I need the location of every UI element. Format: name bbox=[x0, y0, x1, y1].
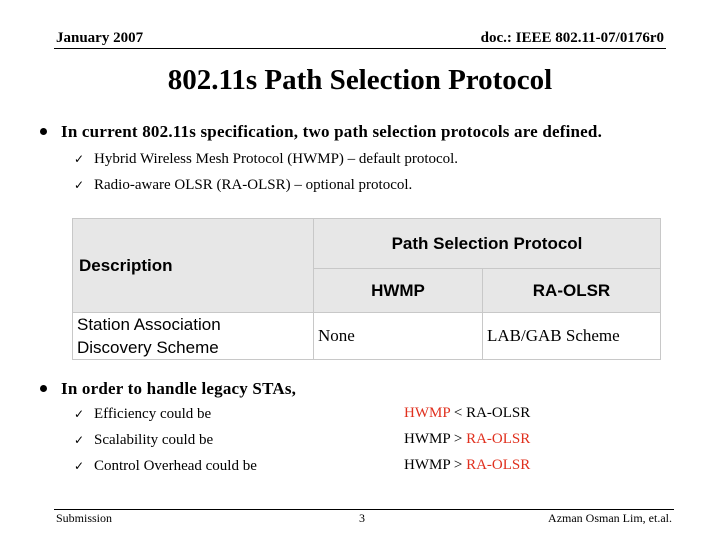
footer-right: Azman Osman Lim, et.al. bbox=[548, 511, 672, 525]
sub-item-hwmp bbox=[74, 151, 458, 168]
bullet-2-text: In order to handle legacy STAs, bbox=[61, 379, 297, 398]
path-selection-table bbox=[72, 218, 661, 360]
sub-item-text: Efficiency could be bbox=[94, 406, 212, 422]
bullet-2 bbox=[40, 379, 296, 399]
row-label-line1: Station Association bbox=[77, 315, 221, 334]
comparison-op: > bbox=[450, 457, 467, 473]
comparison-right: RA-OLSR bbox=[466, 431, 531, 447]
check-icon: ✓ bbox=[74, 178, 85, 192]
comparison-op: < bbox=[450, 405, 467, 421]
sub-item-text: Radio-aware OLSR (RA-OLSR) – optional protocol. bbox=[94, 177, 413, 193]
table-description-header: Description bbox=[73, 219, 314, 313]
sub-item-efficiency bbox=[74, 406, 211, 423]
comparison-scalability bbox=[404, 431, 530, 448]
header-divider bbox=[54, 48, 666, 49]
footer-divider bbox=[54, 509, 674, 510]
bullet-1-text: In current 802.11s specification, two path selection protocols are defined. bbox=[61, 122, 603, 141]
bullet-dot bbox=[40, 385, 47, 392]
comparison-right: RA-OLSR bbox=[466, 457, 531, 473]
header-date: January 2007 bbox=[56, 30, 144, 46]
table-group-header: Path Selection Protocol bbox=[314, 219, 661, 269]
check-icon: ✓ bbox=[74, 407, 85, 421]
table-cell-hwmp: None bbox=[314, 313, 483, 360]
sub-item-control-overhead bbox=[74, 458, 257, 475]
comparison-left: HWMP bbox=[404, 405, 451, 421]
sub-item-scalability bbox=[74, 432, 213, 449]
table-row-label bbox=[73, 313, 314, 360]
row-label-line2: Discovery Scheme bbox=[77, 338, 219, 357]
page-number: 3 bbox=[359, 511, 365, 525]
bullet-dot bbox=[40, 128, 47, 135]
footer-left: Submission bbox=[56, 511, 113, 525]
comparison-left: HWMP bbox=[404, 431, 451, 447]
comparison-left: HWMP bbox=[404, 457, 451, 473]
sub-item-text: Control Overhead could be bbox=[94, 458, 257, 474]
comparison-control-overhead bbox=[404, 457, 530, 474]
slide-title: 802.11s Path Selection Protocol bbox=[167, 64, 553, 96]
comparison-op: > bbox=[450, 431, 467, 447]
sub-item-ra-olsr bbox=[74, 177, 412, 194]
table-col-ra-olsr: RA-OLSR bbox=[483, 269, 661, 313]
bullet-1 bbox=[40, 122, 602, 142]
comparison-efficiency bbox=[404, 405, 530, 422]
header-doc-id: doc.: IEEE 802.11-07/0176r0 bbox=[480, 30, 664, 46]
table-col-hwmp: HWMP bbox=[314, 269, 483, 313]
table-cell-ra-olsr: LAB/GAB Scheme bbox=[483, 313, 661, 360]
check-icon: ✓ bbox=[74, 433, 85, 447]
check-icon: ✓ bbox=[74, 459, 85, 473]
comparison-right: RA-OLSR bbox=[466, 405, 531, 421]
sub-item-text: Hybrid Wireless Mesh Protocol (HWMP) – default protocol. bbox=[94, 151, 459, 167]
sub-item-text: Scalability could be bbox=[94, 432, 214, 448]
check-icon: ✓ bbox=[74, 152, 85, 166]
